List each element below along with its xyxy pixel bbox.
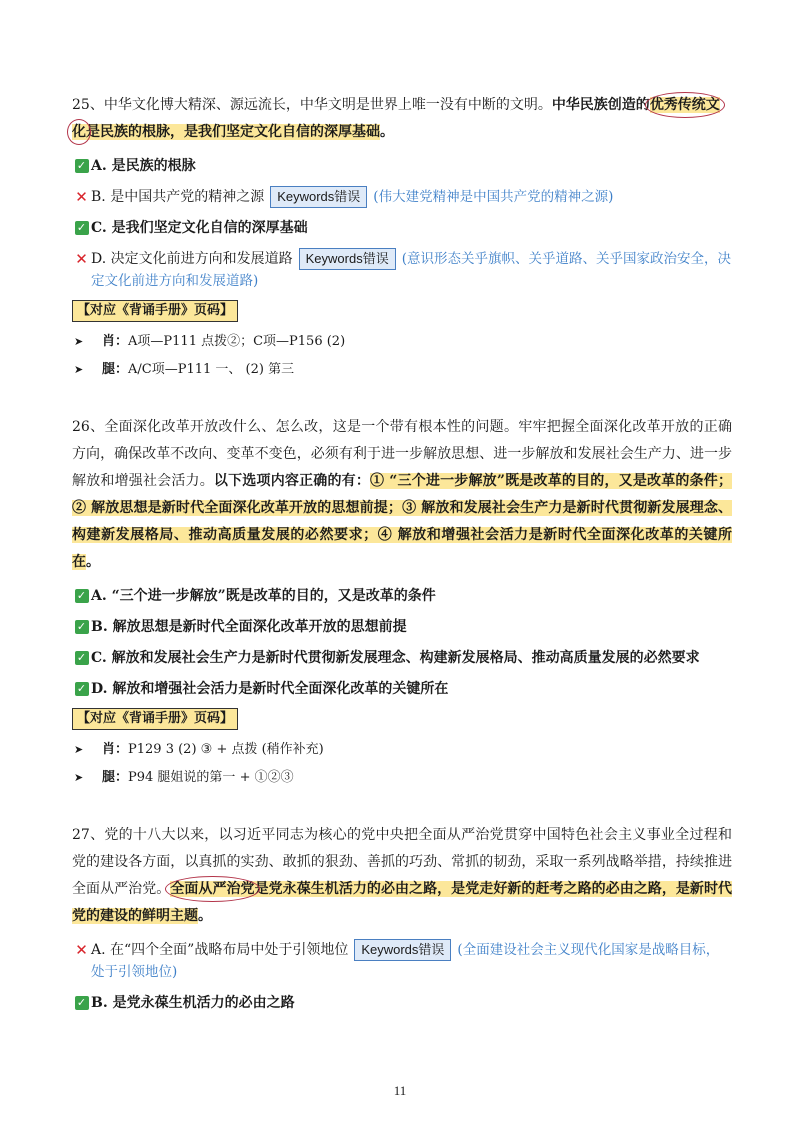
check-icon: ✓	[72, 647, 91, 669]
stem-text: 27、党的十八大以来，以习近平同志为核心的党中央把全面从严治党贯穿中国特色社会主义事业全过程和党的建设各方面，以真抓的实劲、敢抓的狠劲、善抓的巧劲、常抓的韧劲，采取一系列战略举措，持续推进全面从严治党。	[72, 827, 732, 897]
page-content	[72, 92, 732, 1048]
check-icon: ✓	[72, 217, 91, 239]
reference-item	[72, 768, 732, 788]
keywords-error-tag: Keywords错误	[354, 939, 451, 961]
option-b	[72, 992, 732, 1014]
option-text	[91, 186, 732, 208]
reference-item	[72, 332, 732, 352]
circled-keyword-cont: 化	[72, 124, 86, 140]
option-label: D. 决定文化前进方向和发展道路	[91, 251, 293, 267]
reference-pages: A项—P111 点拨②；C项—P156 (2)	[128, 334, 346, 349]
cross-icon: ✕	[75, 941, 88, 959]
circled-keyword: 优秀传统文	[649, 97, 720, 113]
reference-text	[102, 332, 345, 352]
option-text: C. 是我们坚定文化自信的深厚基础	[91, 220, 308, 236]
cross-icon: ✕	[75, 188, 88, 206]
option-d	[72, 678, 732, 700]
option-a	[72, 585, 732, 607]
option-c	[72, 647, 732, 669]
question-27	[72, 822, 732, 1014]
question-26	[72, 414, 732, 788]
stem-end: 。	[198, 908, 212, 924]
highlighted-answer: ① “三个进一步解放”既是改革的目的，又是改革的条件；② 解放思想是新时代全面深化改革开放的思想前提；③ 解放和发展社会生产力是新时代贯彻新发展理念、构建新发展格局、推动高质量发展的必然要求；④ 解放和增强社会活力是新时代全面深化改革的关键所在	[72, 473, 732, 570]
option-label: B. 是中国共产党的精神之源	[91, 189, 265, 205]
reference-source: 腿：	[102, 362, 129, 377]
reference-text	[102, 360, 294, 380]
highlighted-answer: 是民族的根脉，是我们坚定文化自信的深厚基础	[86, 124, 380, 140]
reference-item	[72, 740, 732, 760]
reference-pages: P94 腿姐说的第一 + ①②③	[128, 770, 294, 785]
keywords-error-tag: Keywords错误	[270, 186, 367, 208]
reference-source: 腿：	[102, 770, 129, 785]
cross-icon: ✕	[75, 250, 88, 268]
check-icon: ✓	[72, 155, 91, 177]
reference-text	[102, 740, 324, 760]
question-25-stem	[72, 92, 732, 146]
highlighted-answer: 是党永葆生机活力的必由之路，是党走好新的赶考之路的必由之路，是新时代党的建设的鲜明主题	[72, 881, 733, 924]
stem-end: 。	[86, 554, 100, 570]
option-a	[72, 155, 732, 177]
check-icon: ✓	[72, 992, 91, 1014]
reference-label: 【对应《背诵手册》页码】	[72, 708, 238, 730]
arrow-bullet-icon: ➤	[74, 771, 84, 784]
option-text	[91, 939, 732, 983]
option-text: A. “三个进一步解放”既是改革的目的，又是改革的条件	[91, 588, 436, 604]
reference-pages: A/C项—P111 一、 (2) 第三	[128, 362, 295, 377]
option-b	[72, 186, 732, 208]
reference-text	[102, 768, 294, 788]
arrow-bullet-icon: ➤	[74, 743, 84, 756]
stem-text: 25、中华文化博大精深、源远流长，中华文明是世界上唯一没有中断的文明。	[72, 97, 552, 113]
option-text: A. 是民族的根脉	[91, 158, 196, 174]
option-b	[72, 616, 732, 638]
option-a	[72, 939, 732, 983]
option-text: B. 解放思想是新时代全面深化改革开放的思想前提	[91, 619, 407, 635]
correction-note: (意识形态关乎旗帜、关乎道路、关乎国家政治安全，决定文化前进方向和发展道路)	[91, 251, 732, 289]
page-number: 11	[393, 1083, 407, 1098]
question-26-stem	[72, 414, 732, 576]
keywords-error-tag: Keywords错误	[299, 248, 396, 270]
reference-source: 肖：	[102, 334, 129, 349]
check-icon: ✓	[72, 678, 91, 700]
correction-note: (伟大建党精神是中国共产党的精神之源)	[373, 189, 614, 205]
stem-end: 。	[380, 124, 394, 140]
correction-note: (全面建设社会主义现代化国家是战略目标，处于引领地位)	[91, 942, 720, 980]
reference-item	[72, 360, 732, 380]
option-text: C. 解放和发展社会生产力是新时代贯彻新发展理念、构建新发展格局、推动高质量发展的必然要求	[91, 650, 700, 666]
arrow-bullet-icon: ➤	[74, 335, 84, 348]
option-d	[72, 248, 732, 292]
option-label: A. 在“四个全面”战略布局中处于引领地位	[91, 942, 349, 958]
check-icon: ✓	[72, 585, 91, 607]
reference-source: 肖：	[102, 742, 129, 757]
arrow-bullet-icon: ➤	[74, 363, 84, 376]
question-25	[72, 92, 732, 380]
option-text: B. 是党永葆生机活力的必由之路	[91, 995, 295, 1011]
circled-keyword: 全面从严治党	[170, 881, 255, 897]
check-icon: ✓	[72, 616, 91, 638]
option-c	[72, 217, 732, 239]
stem-bold: 中华民族创造的	[551, 97, 650, 113]
reference-label: 【对应《背诵手册》页码】	[72, 300, 238, 322]
stem-bold: 以下选项内容正确的有：	[213, 473, 371, 489]
stem-text: 26、全面深化改革开放改什么、怎么改，这是一个带有根本性的问题。牢牢把握全面深化改革开放的正确方向，确保改革不改向、变革不变色，必须有利于进一步解放思想、进一步解放和发展社会生产力、进一步解放和增强社会活力。	[72, 419, 732, 489]
reference-pages: P129 3 (2) ③ + 点拨 (稍作补充)	[128, 742, 324, 757]
question-27-stem	[72, 822, 732, 930]
option-text: D. 解放和增强社会活力是新时代全面深化改革的关键所在	[91, 681, 449, 697]
option-text	[91, 248, 732, 292]
